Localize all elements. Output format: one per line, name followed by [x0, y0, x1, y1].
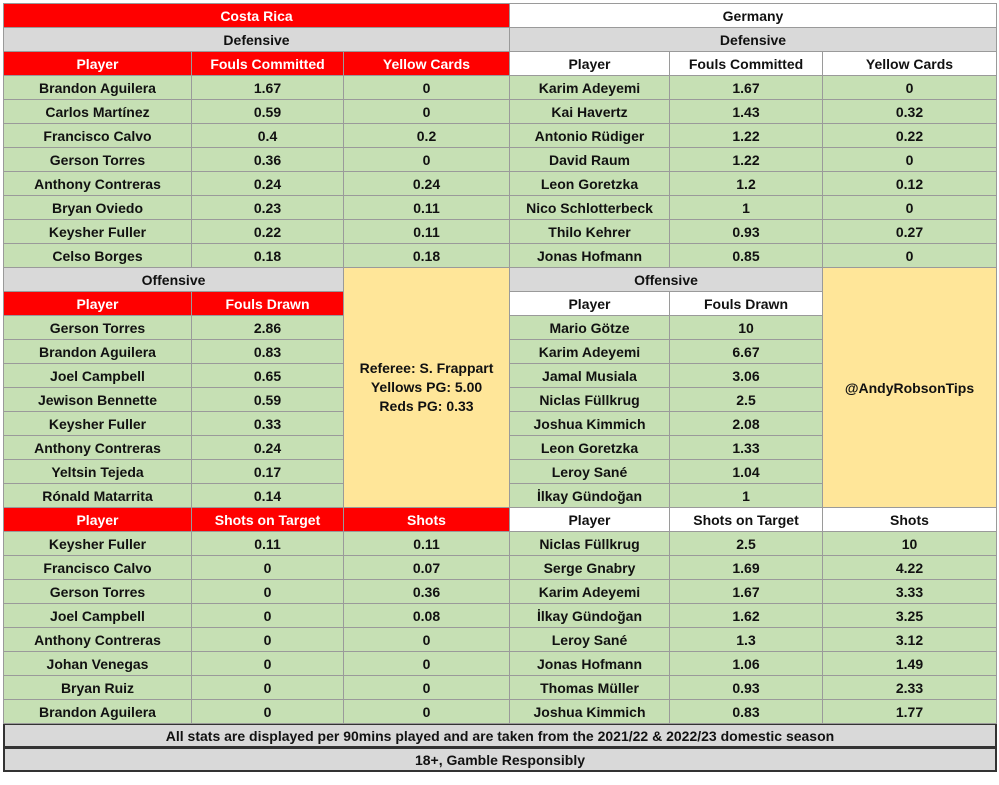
- gamble-disclaimer: 18+, Gamble Responsibly: [3, 747, 997, 772]
- costa-rica-defensive-label: Defensive: [3, 27, 510, 52]
- cr-defensive-row-value-1: 0.4: [191, 123, 344, 148]
- cr-shots-row-value-2: 0.36: [343, 579, 510, 604]
- de-shots-row-player: Karim Adeyemi: [509, 579, 670, 604]
- de-shots-row-value-2: 1.49: [822, 651, 997, 676]
- cr-offensive-row-player: Keysher Fuller: [3, 411, 192, 436]
- de-shots-header-shots-on-target: Shots on Target: [669, 507, 823, 532]
- cr-shots-row-player: Bryan Ruiz: [3, 675, 192, 700]
- cr-shots-header-shots-on-target: Shots on Target: [191, 507, 344, 532]
- de-offensive-row-value-1: 1: [669, 483, 823, 508]
- de-shots-row-value-2: 2.33: [822, 675, 997, 700]
- cr-defensive-row-value-2: 0.18: [343, 243, 510, 268]
- cr-defensive-row-value-1: 0.59: [191, 99, 344, 124]
- de-shots-header-shots: Shots: [822, 507, 997, 532]
- de-defensive-row-value-1: 1.43: [669, 99, 823, 124]
- de-shots-row-player: Serge Gnabry: [509, 555, 670, 580]
- de-offensive-row-player: İlkay Gündoğan: [509, 483, 670, 508]
- cr-offensive-row-value-1: 0.65: [191, 363, 344, 388]
- de-defensive-row-value-1: 1.22: [669, 147, 823, 172]
- de-shots-row-player: Leroy Sané: [509, 627, 670, 652]
- cr-shots-row-value-1: 0: [191, 603, 344, 628]
- de-shots-row-value-2: 3.12: [822, 627, 997, 652]
- cr-defensive-row-value-2: 0.2: [343, 123, 510, 148]
- de-defensive-row-value-2: 0: [822, 195, 997, 220]
- cr-off-header-player: Player: [3, 291, 192, 316]
- de-off-header-player: Player: [509, 291, 670, 316]
- cr-defensive-row-value-1: 0.23: [191, 195, 344, 220]
- cr-shots-row-value-1: 0.11: [191, 531, 344, 556]
- cr-offensive-row-player: Rónald Matarrita: [3, 483, 192, 508]
- de-offensive-row-value-1: 6.67: [669, 339, 823, 364]
- cr-off-header-fouls-drawn: Fouls Drawn: [191, 291, 344, 316]
- cr-offensive-row-player: Gerson Torres: [3, 315, 192, 340]
- cr-offensive-row-value-1: 0.83: [191, 339, 344, 364]
- cr-defensive-row-player: Brandon Aguilera: [3, 75, 192, 100]
- de-defensive-row-value-2: 0: [822, 75, 997, 100]
- cr-shots-row-player: Brandon Aguilera: [3, 699, 192, 724]
- de-offensive-row-player: Joshua Kimmich: [509, 411, 670, 436]
- cr-shots-row-value-1: 0: [191, 699, 344, 724]
- de-defensive-row-value-1: 1.22: [669, 123, 823, 148]
- de-offensive-row-value-1: 3.06: [669, 363, 823, 388]
- de-shots-row-player: Thomas Müller: [509, 675, 670, 700]
- cr-shots-row-value-2: 0: [343, 627, 510, 652]
- de-defensive-row-player: Kai Havertz: [509, 99, 670, 124]
- de-shots-row-player: İlkay Gündoğan: [509, 603, 670, 628]
- cr-defensive-row-value-1: 0.22: [191, 219, 344, 244]
- cr-defensive-row-player: Bryan Oviedo: [3, 195, 192, 220]
- de-shots-row-value-2: 10: [822, 531, 997, 556]
- cr-defensive-row-value-1: 0.18: [191, 243, 344, 268]
- cr-shots-row-player: Gerson Torres: [3, 579, 192, 604]
- de-defensive-row-player: Leon Goretzka: [509, 171, 670, 196]
- de-defensive-row-player: Karim Adeyemi: [509, 75, 670, 100]
- cr-offensive-row-player: Anthony Contreras: [3, 435, 192, 460]
- de-shots-row-player: Joshua Kimmich: [509, 699, 670, 724]
- cr-shots-row-value-1: 0: [191, 627, 344, 652]
- stats-footnote: All stats are displayed per 90mins played and are taken from the 2021/22 & 2022/23 domestic season: [3, 723, 997, 748]
- cr-offensive-row-player: Brandon Aguilera: [3, 339, 192, 364]
- cr-defensive-row-player: Keysher Fuller: [3, 219, 192, 244]
- de-shots-row-value-1: 1.62: [669, 603, 823, 628]
- de-offensive-row-player: Leroy Sané: [509, 459, 670, 484]
- cr-def-header-fouls-committed: Fouls Committed: [191, 51, 344, 76]
- cr-shots-header-shots: Shots: [343, 507, 510, 532]
- de-def-header-yellow-cards: Yellow Cards: [822, 51, 997, 76]
- de-offensive-row-player: Mario Götze: [509, 315, 670, 340]
- cr-offensive-row-value-1: 0.24: [191, 435, 344, 460]
- cr-shots-row-value-2: 0.08: [343, 603, 510, 628]
- referee-reds-per-game: Reds PG: 0.33: [379, 398, 474, 414]
- cr-def-header-yellow-cards: Yellow Cards: [343, 51, 510, 76]
- costa-rica-title: Costa Rica: [3, 3, 510, 28]
- de-shots-row-value-1: 1.3: [669, 627, 823, 652]
- de-shots-row-player: Niclas Füllkrug: [509, 531, 670, 556]
- cr-defensive-row-value-1: 0.36: [191, 147, 344, 172]
- de-shots-row-value-2: 1.77: [822, 699, 997, 724]
- cr-shots-header-player: Player: [3, 507, 192, 532]
- de-shots-row-value-1: 1.06: [669, 651, 823, 676]
- de-defensive-row-value-2: 0.27: [822, 219, 997, 244]
- de-defensive-row-value-1: 0.85: [669, 243, 823, 268]
- de-offensive-row-value-1: 2.5: [669, 387, 823, 412]
- cr-shots-row-player: Johan Venegas: [3, 651, 192, 676]
- cr-shots-row-player: Keysher Fuller: [3, 531, 192, 556]
- cr-shots-row-value-1: 0: [191, 651, 344, 676]
- cr-shots-row-value-1: 0: [191, 555, 344, 580]
- germany-title: Germany: [509, 3, 997, 28]
- de-shots-row-value-2: 3.25: [822, 603, 997, 628]
- cr-shots-row-player: Anthony Contreras: [3, 627, 192, 652]
- de-shots-row-value-1: 2.5: [669, 531, 823, 556]
- cr-defensive-row-player: Celso Borges: [3, 243, 192, 268]
- costa-rica-offensive-label: Offensive: [3, 267, 344, 292]
- de-defensive-row-value-1: 1: [669, 195, 823, 220]
- de-defensive-row-player: Jonas Hofmann: [509, 243, 670, 268]
- cr-offensive-row-value-1: 0.14: [191, 483, 344, 508]
- germany-offensive-label: Offensive: [509, 267, 823, 292]
- de-defensive-row-player: David Raum: [509, 147, 670, 172]
- cr-defensive-row-value-2: 0: [343, 147, 510, 172]
- referee-info-box: [343, 267, 510, 508]
- cr-def-header-player: Player: [3, 51, 192, 76]
- de-defensive-row-value-2: 0.32: [822, 99, 997, 124]
- cr-shots-row-player: Francisco Calvo: [3, 555, 192, 580]
- de-offensive-row-player: Leon Goretzka: [509, 435, 670, 460]
- cr-defensive-row-value-2: 0: [343, 99, 510, 124]
- cr-offensive-row-player: Yeltsin Tejeda: [3, 459, 192, 484]
- cr-shots-row-value-1: 0: [191, 579, 344, 604]
- cr-defensive-row-value-2: 0.11: [343, 219, 510, 244]
- stats-table: [3, 3, 996, 771]
- de-def-header-player: Player: [509, 51, 670, 76]
- cr-shots-row-value-2: 0.07: [343, 555, 510, 580]
- referee-yellows-per-game: Yellows PG: 5.00: [370, 379, 483, 395]
- cr-shots-row-player: Joel Campbell: [3, 603, 192, 628]
- cr-shots-row-value-2: 0: [343, 651, 510, 676]
- de-shots-row-value-1: 1.67: [669, 579, 823, 604]
- de-defensive-row-value-2: 0.12: [822, 171, 997, 196]
- de-defensive-row-value-2: 0: [822, 243, 997, 268]
- de-offensive-row-value-1: 10: [669, 315, 823, 340]
- de-defensive-row-value-1: 1.2: [669, 171, 823, 196]
- de-defensive-row-value-2: 0: [822, 147, 997, 172]
- cr-offensive-row-value-1: 2.86: [191, 315, 344, 340]
- cr-offensive-row-player: Jewison Bennette: [3, 387, 192, 412]
- cr-defensive-row-player: Gerson Torres: [3, 147, 192, 172]
- de-offensive-row-player: Niclas Füllkrug: [509, 387, 670, 412]
- de-shots-header-player: Player: [509, 507, 670, 532]
- de-defensive-row-value-2: 0.22: [822, 123, 997, 148]
- de-offensive-row-value-1: 1.04: [669, 459, 823, 484]
- de-defensive-row-player: Thilo Kehrer: [509, 219, 670, 244]
- de-defensive-row-player: Nico Schlotterbeck: [509, 195, 670, 220]
- de-shots-row-value-1: 1.69: [669, 555, 823, 580]
- cr-shots-row-value-2: 0: [343, 699, 510, 724]
- cr-defensive-row-value-2: 0: [343, 75, 510, 100]
- de-defensive-row-value-1: 0.93: [669, 219, 823, 244]
- cr-shots-row-value-2: 0.11: [343, 531, 510, 556]
- de-shots-row-player: Jonas Hofmann: [509, 651, 670, 676]
- de-offensive-row-value-1: 2.08: [669, 411, 823, 436]
- de-shots-row-value-2: 3.33: [822, 579, 997, 604]
- cr-offensive-row-value-1: 0.59: [191, 387, 344, 412]
- de-offensive-row-player: Karim Adeyemi: [509, 339, 670, 364]
- cr-defensive-row-player: Anthony Contreras: [3, 171, 192, 196]
- de-shots-row-value-2: 4.22: [822, 555, 997, 580]
- referee-name: Referee: S. Frappart: [359, 360, 494, 376]
- cr-defensive-row-player: Francisco Calvo: [3, 123, 192, 148]
- cr-defensive-row-player: Carlos Martínez: [3, 99, 192, 124]
- cr-shots-row-value-1: 0: [191, 675, 344, 700]
- cr-offensive-row-value-1: 0.17: [191, 459, 344, 484]
- de-defensive-row-value-1: 1.67: [669, 75, 823, 100]
- de-defensive-row-player: Antonio Rüdiger: [509, 123, 670, 148]
- cr-defensive-row-value-1: 1.67: [191, 75, 344, 100]
- de-def-header-fouls-committed: Fouls Committed: [669, 51, 823, 76]
- cr-defensive-row-value-2: 0.11: [343, 195, 510, 220]
- germany-defensive-label: Defensive: [509, 27, 997, 52]
- cr-defensive-row-value-1: 0.24: [191, 171, 344, 196]
- cr-defensive-row-value-2: 0.24: [343, 171, 510, 196]
- de-offensive-row-value-1: 1.33: [669, 435, 823, 460]
- twitter-handle: @AndyRobsonTips: [822, 267, 997, 508]
- de-shots-row-value-1: 0.93: [669, 675, 823, 700]
- de-off-header-fouls-drawn: Fouls Drawn: [669, 291, 823, 316]
- de-offensive-row-player: Jamal Musiala: [509, 363, 670, 388]
- cr-shots-row-value-2: 0: [343, 675, 510, 700]
- cr-offensive-row-player: Joel Campbell: [3, 363, 192, 388]
- de-shots-row-value-1: 0.83: [669, 699, 823, 724]
- cr-offensive-row-value-1: 0.33: [191, 411, 344, 436]
